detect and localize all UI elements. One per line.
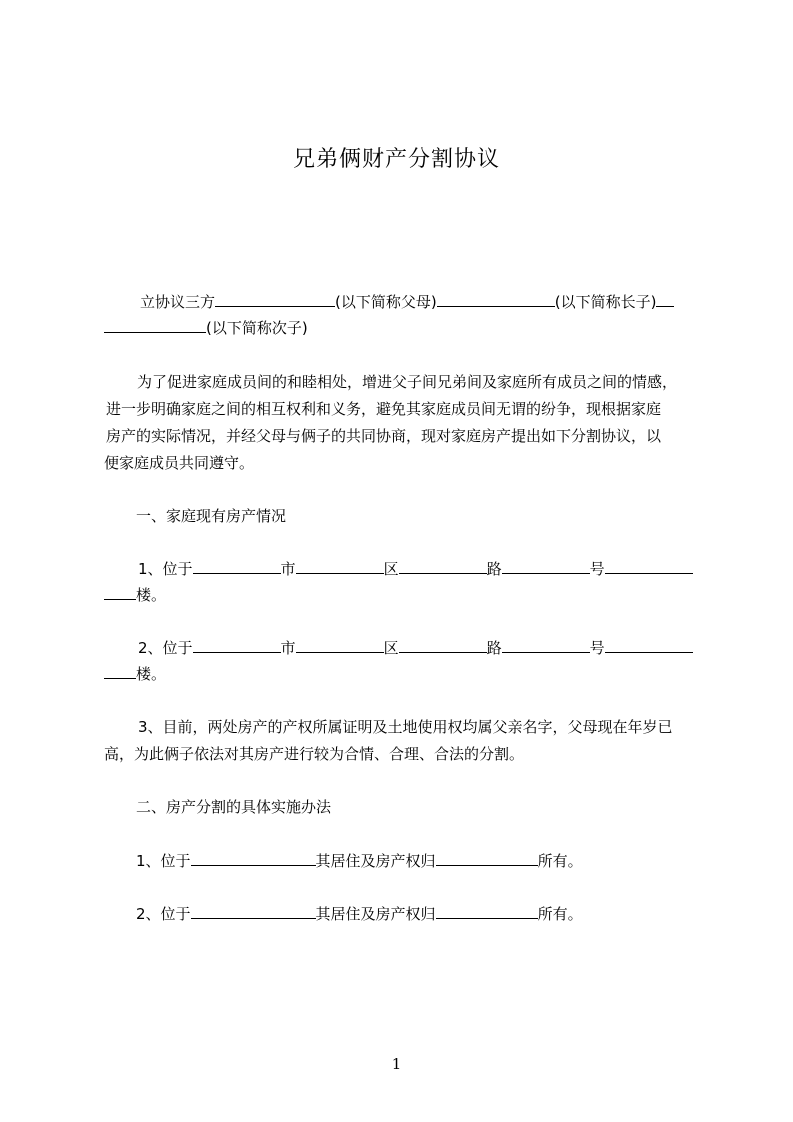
division2-suffix: 所有。 bbox=[537, 905, 583, 923]
number-label: 号 bbox=[589, 639, 605, 657]
property2-building-blank[interactable] bbox=[605, 638, 693, 653]
division-item-2 bbox=[136, 904, 736, 924]
document-title: 兄弟俩财产分割协议 bbox=[292, 147, 500, 172]
property1-city-blank[interactable] bbox=[193, 559, 281, 574]
division1-owner-blank[interactable] bbox=[436, 851, 538, 866]
property2-district-blank[interactable] bbox=[296, 638, 384, 653]
parents-label: (以下简称父母) bbox=[335, 293, 437, 311]
road-label: 路 bbox=[486, 639, 502, 657]
city-label: 市 bbox=[280, 639, 296, 657]
ownership-note-line-2: 高，为此俩子依法对其房产进行较为合情、合理、合法的分割。 bbox=[104, 745, 525, 763]
property1-building-blank-cont[interactable] bbox=[104, 585, 136, 600]
intro-line-3: 房产的实际情况，并经父母与俩子的共同协商，现对家庭房产提出如下分割协议，以 bbox=[106, 427, 662, 445]
elder-son-name-blank[interactable] bbox=[437, 292, 555, 307]
page-number: 1 bbox=[391, 1055, 402, 1073]
parties-line-2 bbox=[104, 318, 704, 338]
number-label: 号 bbox=[589, 560, 605, 578]
section1-heading: 一、家庭现有房产情况 bbox=[136, 507, 287, 525]
property2-road-blank[interactable] bbox=[399, 638, 487, 653]
parents-name-blank[interactable] bbox=[215, 292, 335, 307]
elder-son-label: (以下简称长子) bbox=[554, 293, 657, 311]
division2-prefix: 2、位于 bbox=[136, 905, 191, 923]
property1-address-line-2 bbox=[104, 585, 704, 605]
division1-prefix: 1、位于 bbox=[136, 852, 191, 870]
division-item-1 bbox=[136, 851, 736, 871]
division2-location-blank[interactable] bbox=[191, 904, 316, 919]
division1-suffix: 所有。 bbox=[537, 852, 583, 870]
parties-lead: 立协议三方 bbox=[140, 293, 216, 311]
intro-line-2: 进一步明确家庭之间的相互权利和义务，避免其家庭成员间无谓的纷争，现根据家庭 bbox=[106, 400, 662, 418]
division2-owner-blank[interactable] bbox=[436, 904, 538, 919]
property2-prefix: 2、位于 bbox=[138, 639, 193, 657]
property2-city-blank[interactable] bbox=[193, 638, 281, 653]
younger-son-name-blank-start[interactable] bbox=[656, 292, 674, 307]
property2-address-line-2 bbox=[104, 664, 704, 684]
division1-middle: 其居住及房产权归 bbox=[315, 852, 436, 870]
property1-address-line-1 bbox=[138, 559, 738, 579]
property2-address-line-1 bbox=[138, 638, 738, 658]
property1-building-blank[interactable] bbox=[605, 559, 693, 574]
district-label: 区 bbox=[383, 560, 399, 578]
younger-son-name-blank[interactable] bbox=[104, 318, 206, 333]
property1-prefix: 1、位于 bbox=[138, 560, 193, 578]
division2-middle: 其居住及房产权归 bbox=[315, 905, 436, 923]
property1-number-blank[interactable] bbox=[502, 559, 590, 574]
division1-location-blank[interactable] bbox=[191, 851, 316, 866]
property2-building-blank-cont[interactable] bbox=[104, 664, 136, 679]
building-label: 楼。 bbox=[136, 665, 167, 683]
section2-heading: 二、房产分割的具体实施办法 bbox=[136, 798, 332, 816]
parties-line-1 bbox=[140, 292, 720, 312]
intro-line-1: 为了促进家庭成员间的和睦相处，增进父子间兄弟间及家庭所有成员之间的情感， bbox=[137, 373, 678, 391]
road-label: 路 bbox=[486, 560, 502, 578]
property1-district-blank[interactable] bbox=[296, 559, 384, 574]
younger-son-label: (以下简称次子) bbox=[206, 319, 308, 337]
building-label: 楼。 bbox=[136, 586, 167, 604]
ownership-note-line-1: 3、目前，两处房产的产权所属证明及土地使用权均属父亲名字，父母现在年岁已 bbox=[138, 718, 673, 736]
district-label: 区 bbox=[383, 639, 399, 657]
intro-line-4: 便家庭成员共同遵守。 bbox=[104, 454, 255, 472]
city-label: 市 bbox=[280, 560, 296, 578]
property2-number-blank[interactable] bbox=[502, 638, 590, 653]
property1-road-blank[interactable] bbox=[399, 559, 487, 574]
